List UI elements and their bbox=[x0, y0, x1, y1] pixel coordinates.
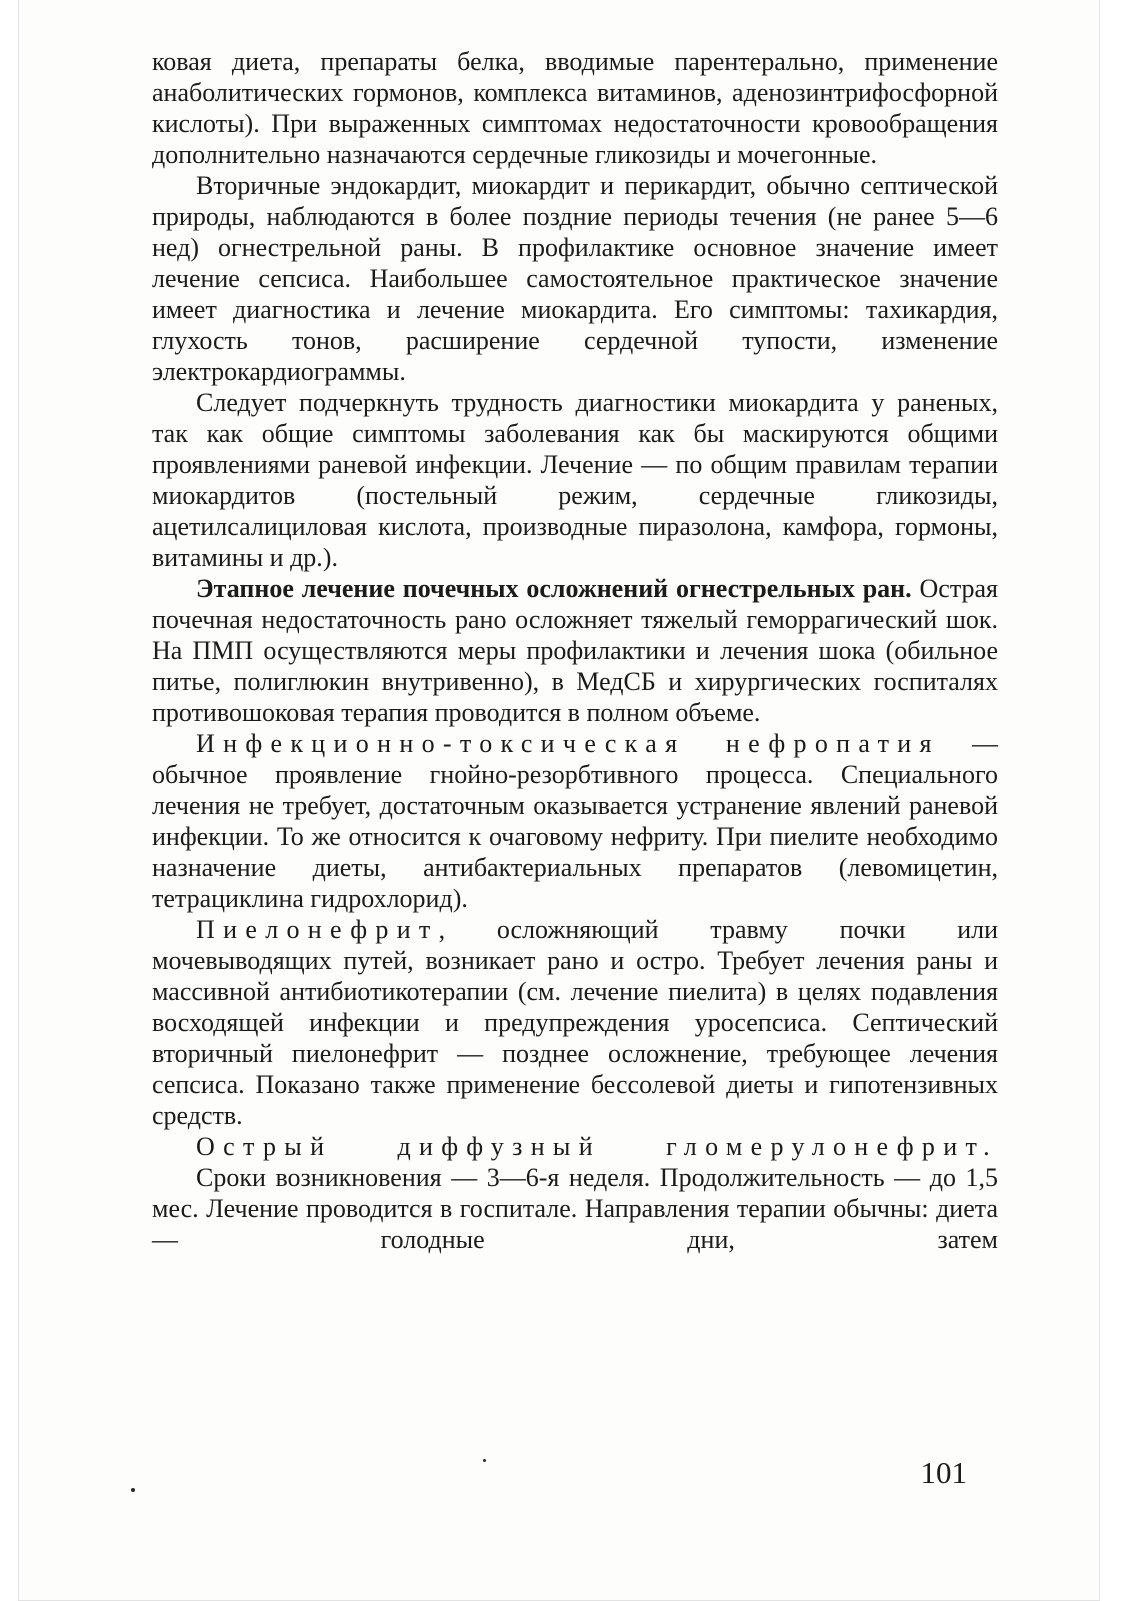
paragraph-6 bbox=[152, 914, 998, 1131]
term-glomerulonephritis: Острый диффузный гломерулонефрит. bbox=[196, 1132, 998, 1161]
section-heading: Этапное лечение почечных осложнений огнестрельных ран. bbox=[196, 574, 912, 603]
page-number: 101 bbox=[920, 1455, 967, 1490]
paragraph-5-text: — обычное проявление гнойно-резорбтивного процесса. Специального лечения не требует, достаточным оказывается устранение явлений раневой инфекции. То же относится к очаговому нефриту. При пиелите необходимо назначение диеты, антибактериальных препаратов (левомицетин, тетрациклина гидрохлорид). bbox=[152, 729, 998, 913]
paragraph-2: Вторичные эндокардит, миокардит и перикардит, обычно септической природы, наблюдаются в более поздние периоды течения (не ранее 5—6 нед) огнестрельной раны. В профилактике основное значение имеет лечение сепсиса. Наибольшее самостоятельное практическое значение имеет диагностика и лечение миокардита. Его симптомы: тахикардия, глухость тонов, расширение сердечной тупости, изменение электрокардиограммы. bbox=[152, 171, 998, 386]
paragraph-3: Следует подчеркнуть трудность диагностики миокардита у раненых, так как общие симптомы заболевания как бы маскируются общими проявлениями раневой инфекции. Лечение — по общим правилам терапии миокардитов (постельный режим, сердечные гликозиды, ацетилсалициловая кислота, производные пиразолона, камфора, гормоны, витамины и др.). bbox=[152, 388, 998, 572]
print-speck bbox=[483, 1459, 486, 1462]
paragraph-4 bbox=[152, 573, 998, 728]
paragraph-7 bbox=[152, 1131, 998, 1162]
paragraph-6-text: , осложняющий травму почки или мочевыводящих путей, возникает рано и остро. Требует лечения раны и массивной антибиотикотерапии (см. лечение пиелита) в целях подавления восходящей инфекции и предупреждения уросепсиса. Септический вторичный пиелонефрит — позднее осложнение, требующее лечения сепсиса. Показано также применение бессолевой диеты и гипотензивных средств. bbox=[152, 915, 998, 1130]
paragraph-1: ковая диета, препараты белка, вводимые парентерально, применение анаболитических гормонов, комплекса витаминов, аденозинтрифосфорной кислоты). При выраженных симптомах недостаточности кровообращения дополнительно назначаются сердечные гликозиды и мочегонные. bbox=[152, 47, 998, 169]
term-pyelonephritis: Пиелонефрит bbox=[196, 915, 439, 944]
paragraph-4-text: Острая почечная недостаточность рано осложняет тяжелый геморрагический шок. На ПМП осуществляются меры профилактики и лечения шока (обильное питье, полиглюкин внутривенно), в МедСБ и хирургических госпиталях противошоковая терапия проводится в полном объеме. bbox=[152, 574, 999, 727]
paragraph-5 bbox=[152, 728, 998, 914]
book-page bbox=[18, 0, 1100, 1601]
print-speck bbox=[131, 1488, 135, 1492]
page-body bbox=[152, 46, 998, 1255]
paragraph-8: Сроки возникновения — 3—6-я неделя. Продолжительность — до 1,5 мес. Лечение проводится в госпитале. Направления терапии обычны: диета — голодные дни, затем bbox=[152, 1163, 998, 1254]
term-nephropathy: Инфекционно-токсическая нефропатия bbox=[196, 729, 940, 758]
